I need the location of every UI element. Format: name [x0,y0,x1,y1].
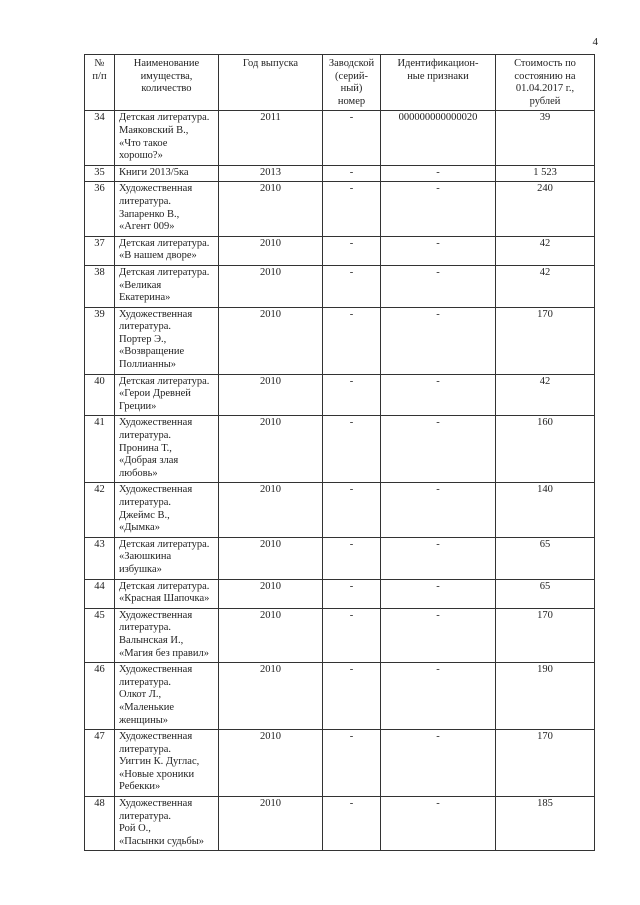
cell-year: 2010 [219,608,323,662]
cell-name: Художественная литература. Валынская И., «Магия без правил» [115,608,219,662]
cell-serial: - [323,663,381,730]
cell-serial: - [323,416,381,483]
cell-name: Художественная литература. Запаренко В., «Агент 009» [115,182,219,236]
cell-ident: - [381,537,496,579]
cell-name: Детская литература. «Герои Древней Греции» [115,374,219,416]
table-row [85,165,595,182]
cell-ident: - [381,265,496,307]
table-row [85,483,595,537]
table-row [85,416,595,483]
cell-cost: 170 [496,730,595,797]
cell-num: 40 [85,374,115,416]
cell-name: Художественная литература. Рой О., «Пасынки судьбы» [115,797,219,851]
cell-num: 43 [85,537,115,579]
cell-cost: 190 [496,663,595,730]
cell-year: 2010 [219,416,323,483]
column-header-name: Наименование имущества, количество [115,55,219,111]
cell-name: Детская литература. Маяковский В., «Что такое хорошо?» [115,111,219,165]
cell-cost: 240 [496,182,595,236]
cell-serial: - [323,374,381,416]
cell-num: 42 [85,483,115,537]
cell-cost: 42 [496,236,595,265]
cell-ident: - [381,307,496,374]
cell-year: 2010 [219,797,323,851]
table-row [85,797,595,851]
cell-ident: - [381,416,496,483]
table-row [85,265,595,307]
cell-serial: - [323,165,381,182]
cell-name: Художественная литература. Джеймс В., «Дымка» [115,483,219,537]
cell-serial: - [323,111,381,165]
column-header-year: Год выпуска [219,55,323,111]
cell-cost: 185 [496,797,595,851]
cell-name: Художественная литература. Уиггин К. Дуглас, «Новые хроники Ребекки» [115,730,219,797]
table-row [85,608,595,662]
cell-name: Художественная литература. Пронина Т., «Добрая злая любовь» [115,416,219,483]
cell-name: Детская литература. «Заюшкина избушка» [115,537,219,579]
cell-year: 2010 [219,307,323,374]
cell-cost: 65 [496,579,595,608]
cell-num: 34 [85,111,115,165]
cell-serial: - [323,236,381,265]
table-row [85,579,595,608]
cell-year: 2010 [219,265,323,307]
cell-ident: - [381,182,496,236]
cell-ident: - [381,165,496,182]
cell-serial: - [323,730,381,797]
table-row [85,236,595,265]
cell-name: Книги 2013/5ка [115,165,219,182]
cell-num: 46 [85,663,115,730]
cell-year: 2010 [219,579,323,608]
cell-num: 37 [85,236,115,265]
cell-year: 2010 [219,483,323,537]
inventory-table [84,54,595,851]
cell-ident: - [381,797,496,851]
column-header-num: № п/п [85,55,115,111]
cell-year: 2010 [219,663,323,730]
table-row [85,374,595,416]
table-row [85,307,595,374]
cell-ident: - [381,663,496,730]
cell-name: Детская литература. «Красная Шапочка» [115,579,219,608]
cell-year: 2010 [219,374,323,416]
cell-serial: - [323,537,381,579]
cell-name: Художественная литература. Портер Э., «Возвращение Поллианны» [115,307,219,374]
cell-year: 2010 [219,537,323,579]
cell-num: 44 [85,579,115,608]
cell-cost: 1 523 [496,165,595,182]
cell-ident: - [381,236,496,265]
cell-num: 45 [85,608,115,662]
cell-year: 2013 [219,165,323,182]
cell-serial: - [323,265,381,307]
page-number: 4 [592,36,598,48]
cell-ident: - [381,730,496,797]
column-header-cost: Стоимость по состоянию на 01.04.2017 г., рублей [496,55,595,111]
cell-num: 35 [85,165,115,182]
column-header-ident: Идентификацион- ные признаки [381,55,496,111]
table-row [85,663,595,730]
cell-year: 2010 [219,182,323,236]
cell-serial: - [323,608,381,662]
table-row [85,182,595,236]
cell-ident: - [381,608,496,662]
cell-cost: 42 [496,374,595,416]
cell-num: 38 [85,265,115,307]
cell-ident: - [381,483,496,537]
cell-year: 2010 [219,236,323,265]
cell-serial: - [323,307,381,374]
cell-cost: 65 [496,537,595,579]
cell-name: Художественная литература. Олкот Л., «Маленькие женщины» [115,663,219,730]
cell-num: 36 [85,182,115,236]
cell-ident: - [381,579,496,608]
cell-year: 2011 [219,111,323,165]
cell-cost: 170 [496,608,595,662]
table-row [85,730,595,797]
cell-serial: - [323,182,381,236]
table-header-row [85,55,595,111]
cell-ident: 000000000000020 [381,111,496,165]
cell-num: 48 [85,797,115,851]
cell-name: Детская литература. «В нашем дворе» [115,236,219,265]
cell-cost: 160 [496,416,595,483]
column-header-serial: Заводской (серий- ный) номер [323,55,381,111]
cell-cost: 140 [496,483,595,537]
cell-cost: 39 [496,111,595,165]
cell-year: 2010 [219,730,323,797]
cell-num: 47 [85,730,115,797]
cell-name: Детская литература. «Великая Екатерина» [115,265,219,307]
table-row [85,111,595,165]
cell-serial: - [323,483,381,537]
cell-serial: - [323,579,381,608]
table-row [85,537,595,579]
cell-serial: - [323,797,381,851]
cell-num: 39 [85,307,115,374]
cell-ident: - [381,374,496,416]
cell-cost: 170 [496,307,595,374]
cell-cost: 42 [496,265,595,307]
cell-num: 41 [85,416,115,483]
